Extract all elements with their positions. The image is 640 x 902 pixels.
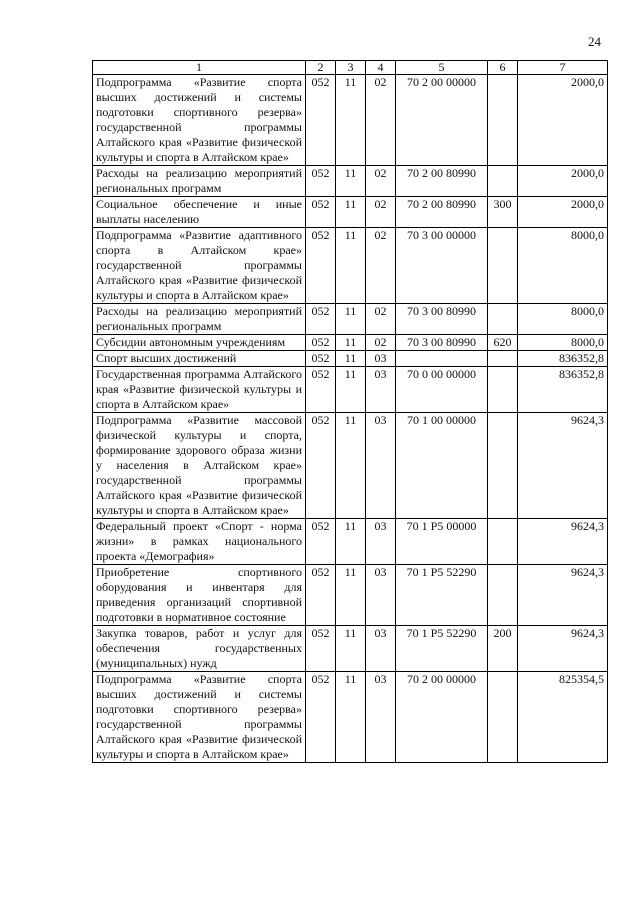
table-row	[93, 672, 608, 763]
cell-name: Социальное обеспечение и иные выплаты населению	[93, 197, 306, 228]
cell-name: Закупка товаров, работ и услуг для обеспечения государственных (муниципальных) нужд	[93, 626, 306, 672]
table-row	[93, 304, 608, 335]
column-header: 3	[336, 61, 366, 75]
table-row	[93, 197, 608, 228]
cell-section: 11	[336, 335, 366, 351]
cell-admin-code: 052	[306, 351, 336, 367]
budget-table	[92, 60, 608, 763]
cell-admin-code: 052	[306, 626, 336, 672]
column-header: 5	[396, 61, 488, 75]
cell-expense-type: 300	[488, 197, 518, 228]
cell-target-article: 70 2 00 80990	[396, 197, 488, 228]
cell-expense-type	[488, 351, 518, 367]
cell-subsection: 02	[366, 166, 396, 197]
cell-section: 11	[336, 519, 366, 565]
cell-name: Расходы на реализацию мероприятий региональных программ	[93, 166, 306, 197]
cell-section: 11	[336, 228, 366, 304]
cell-expense-type	[488, 228, 518, 304]
table-row	[93, 519, 608, 565]
cell-target-article: 70 1 P5 00000	[396, 519, 488, 565]
cell-section: 11	[336, 413, 366, 519]
cell-section: 11	[336, 626, 366, 672]
cell-section: 11	[336, 672, 366, 763]
cell-amount: 8000,0	[518, 304, 608, 335]
table-row	[93, 335, 608, 351]
cell-target-article	[396, 351, 488, 367]
table-row	[93, 367, 608, 413]
cell-amount: 825354,5	[518, 672, 608, 763]
page-number: 24	[588, 34, 601, 49]
cell-admin-code: 052	[306, 413, 336, 519]
cell-expense-type	[488, 367, 518, 413]
cell-name: Приобретение спортивного оборудования и инвентаря для приведения организаций спортивной подготовки в нормативное состояние	[93, 565, 306, 626]
table-row	[93, 75, 608, 166]
cell-amount: 8000,0	[518, 335, 608, 351]
cell-admin-code: 052	[306, 519, 336, 565]
cell-section: 11	[336, 75, 366, 166]
cell-amount: 8000,0	[518, 228, 608, 304]
table-row	[93, 413, 608, 519]
cell-admin-code: 052	[306, 197, 336, 228]
cell-name: Подпрограмма «Развитие адаптивного спорта в Алтайском крае» государственной программы Алтайского края «Развитие физической культуры и спорта в Алтайском крае»	[93, 228, 306, 304]
cell-expense-type	[488, 413, 518, 519]
cell-amount: 9624,3	[518, 519, 608, 565]
cell-name: Спорт высших достижений	[93, 351, 306, 367]
cell-subsection: 02	[366, 304, 396, 335]
column-header: 6	[488, 61, 518, 75]
cell-admin-code: 052	[306, 304, 336, 335]
cell-amount: 9624,3	[518, 413, 608, 519]
cell-subsection: 02	[366, 228, 396, 304]
cell-target-article: 70 0 00 00000	[396, 367, 488, 413]
cell-target-article: 70 1 00 00000	[396, 413, 488, 519]
cell-subsection: 03	[366, 413, 396, 519]
cell-subsection: 02	[366, 335, 396, 351]
cell-name: Подпрограмма «Развитие массовой физической культуры и спорта, формирование здорового образа жизни у населения в Алтайском крае» государственной программы Алтайского края «Развитие физической культуры и спорта в Алтайском крае»	[93, 413, 306, 519]
cell-amount: 836352,8	[518, 351, 608, 367]
cell-amount: 9624,3	[518, 565, 608, 626]
cell-name: Подпрограмма «Развитие спорта высших достижений и системы подготовки спортивного резерва» государственной программы Алтайского края «Развитие физической культуры и спорта в Алтайском крае»	[93, 75, 306, 166]
cell-subsection: 03	[366, 519, 396, 565]
cell-amount: 2000,0	[518, 166, 608, 197]
cell-name: Подпрограмма «Развитие спорта высших достижений и системы подготовки спортивного резерва» государственной программы Алтайского края «Развитие физической культуры и спорта в Алтайском крае»	[93, 672, 306, 763]
cell-name: Расходы на реализацию мероприятий региональных программ	[93, 304, 306, 335]
cell-expense-type	[488, 565, 518, 626]
cell-expense-type: 620	[488, 335, 518, 351]
cell-admin-code: 052	[306, 565, 336, 626]
cell-expense-type	[488, 304, 518, 335]
cell-expense-type	[488, 166, 518, 197]
cell-subsection: 03	[366, 367, 396, 413]
cell-expense-type	[488, 519, 518, 565]
cell-name: Федеральный проект «Спорт - норма жизни» в рамках национального проекта «Демография»	[93, 519, 306, 565]
cell-admin-code: 052	[306, 228, 336, 304]
cell-subsection: 02	[366, 197, 396, 228]
table-row	[93, 228, 608, 304]
cell-target-article: 70 1 P5 52290	[396, 626, 488, 672]
cell-target-article: 70 2 00 00000	[396, 75, 488, 166]
cell-target-article: 70 3 00 00000	[396, 228, 488, 304]
cell-expense-type	[488, 672, 518, 763]
cell-admin-code: 052	[306, 166, 336, 197]
table-row	[93, 626, 608, 672]
cell-admin-code: 052	[306, 367, 336, 413]
cell-amount: 2000,0	[518, 75, 608, 166]
column-header: 1	[93, 61, 306, 75]
cell-subsection: 03	[366, 565, 396, 626]
table-row	[93, 166, 608, 197]
cell-subsection: 03	[366, 351, 396, 367]
cell-amount: 9624,3	[518, 626, 608, 672]
cell-section: 11	[336, 565, 366, 626]
cell-section: 11	[336, 304, 366, 335]
cell-expense-type	[488, 75, 518, 166]
cell-target-article: 70 2 00 80990	[396, 166, 488, 197]
cell-subsection: 03	[366, 672, 396, 763]
cell-target-article: 70 3 00 80990	[396, 335, 488, 351]
cell-section: 11	[336, 367, 366, 413]
cell-name: Субсидии автономным учреждениям	[93, 335, 306, 351]
cell-admin-code: 052	[306, 75, 336, 166]
cell-section: 11	[336, 166, 366, 197]
cell-target-article: 70 2 00 00000	[396, 672, 488, 763]
column-header: 7	[518, 61, 608, 75]
cell-admin-code: 052	[306, 335, 336, 351]
cell-amount: 836352,8	[518, 367, 608, 413]
column-header: 4	[366, 61, 396, 75]
cell-expense-type: 200	[488, 626, 518, 672]
cell-subsection: 02	[366, 75, 396, 166]
table-header-row	[93, 61, 608, 75]
cell-name: Государственная программа Алтайского края «Развитие физической культуры и спорта в Алтайском крае»	[93, 367, 306, 413]
column-header: 2	[306, 61, 336, 75]
cell-target-article: 70 3 00 80990	[396, 304, 488, 335]
cell-section: 11	[336, 351, 366, 367]
cell-amount: 2000,0	[518, 197, 608, 228]
table-row	[93, 565, 608, 626]
cell-section: 11	[336, 197, 366, 228]
cell-admin-code: 052	[306, 672, 336, 763]
cell-target-article: 70 1 P5 52290	[396, 565, 488, 626]
table-row	[93, 351, 608, 367]
cell-subsection: 03	[366, 626, 396, 672]
